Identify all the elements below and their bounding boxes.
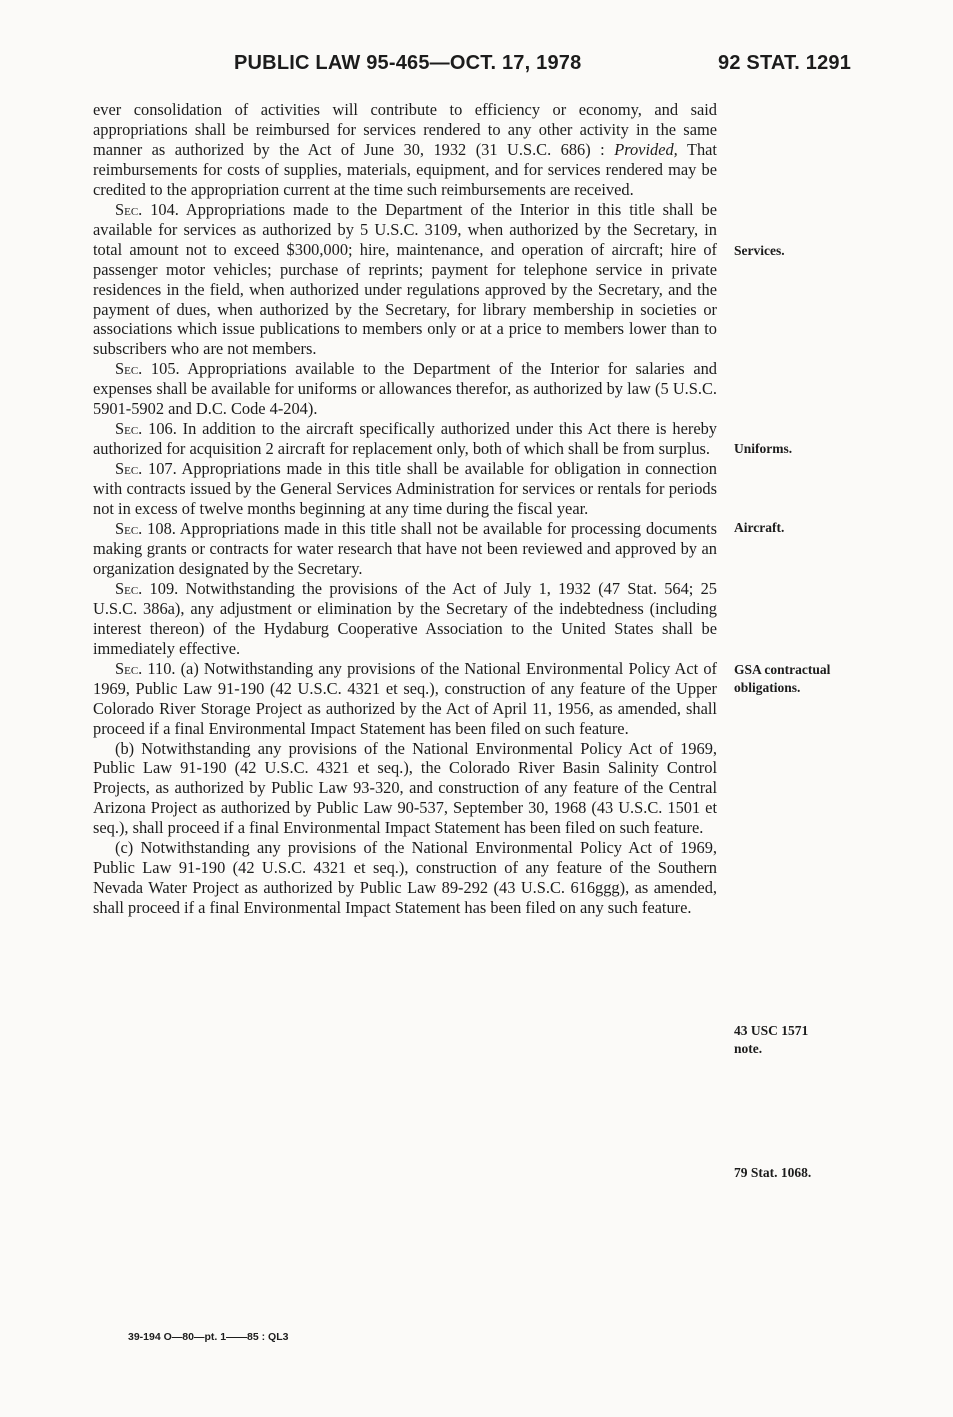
margin-note-gsa: GSA contractual obligations. xyxy=(734,662,831,695)
paragraph-continued: ever consolidation of activities will contribute to efficiency or economy, and said appropriations shall be reimbursed for services rendered to any other activity in the same manner as authorized by the Act of June 30, 1932 (31 U.S.C. 686) : Provided, That reimbursements for costs of supplies, materials, equipment, and for services rendered may be credited to the appropriation current at the time such reimbursements are received. xyxy=(93,100,717,199)
section-110-a: Sec. 110. (a) Notwithstanding any provisions of the National Environmental Policy Act of 1969, Public Law 91-190 (42 U.S.C. 4321 et seq.), construction of any feature of the Upper Colorado River Storage Project as authorized by the Act of April 11, 1956, as amended, shall proceed if a final Environmental Impact Statement has been filed on such feature. xyxy=(93,658,717,738)
section-105: Sec. 105. Appropriations available to the Department of the Interior for salaries and expenses shall be available for uniforms or allowances therefor, as authorized by law (5 U.S.C. 5901-5902 and D.C. Code 4-204). xyxy=(93,359,717,419)
margin-note-79-stat: 79 Stat. 1068. xyxy=(734,1165,812,1180)
margin-note-43-usc: 43 USC 1571 note. xyxy=(734,1023,809,1056)
running-header-stat: 92 STAT. 1291 xyxy=(718,52,852,74)
margin-note-aircraft: Aircraft. xyxy=(734,520,785,535)
margin-note-services: Services. xyxy=(734,243,785,258)
section-109: Sec. 109. Notwithstanding the provisions of the Act of July 1, 1932 (47 Stat. 564; 25 U.S.C. 386a), any adjustment or elimination by the Secretary of the indebtedness (including interest thereon) of the Hydaburg Cooperative Association to the United States shall be immediately effective. xyxy=(93,578,717,658)
section-107: Sec. 107. Appropriations made in this title shall be available for obligation in connection with contracts issued by the General Services Administration for services or rentals for periods not in excess of twelve months beginning at any time during the fiscal year. xyxy=(93,459,717,519)
section-106: Sec. 106. In addition to the aircraft specifically authorized under this Act there is hereby authorized for acquisition 2 aircraft for replacement only, both of which shall be from surplus. xyxy=(93,419,717,459)
margin-note-uniforms: Uniforms. xyxy=(734,441,793,456)
body-text xyxy=(93,100,717,918)
section-104: Sec. 104. Appropriations made to the Department of the Interior in this title shall be available for services as authorized by 5 U.S.C. 3109, when authorized by the Secretary, in total amount not to exceed $300,000; hire, maintenance, and operation of aircraft; hire of passenger motor vehicles; purchase of reprints; payment for telephone service in private residences in the field, when authorized under regulations approved by the Secretary, and the payment of dues, when authorized by the Secretary, for library membership in societies or associations which issue publications to members only or at a price to members lower than to subscribers who are not members. xyxy=(93,199,717,359)
running-header-title: PUBLIC LAW 95-465—OCT. 17, 1978 xyxy=(234,52,582,74)
section-108: Sec. 108. Appropriations made in this title shall not be available for processing documents making grants or contracts for water research that have not been reviewed and approved by an organization designated by the Secretary. xyxy=(93,519,717,578)
section-110-b: (b) Notwithstanding any provisions of the National Environmental Policy Act of 1969, Public Law 91-190 (42 U.S.C. 4321 et seq.), the Colorado River Basin Salinity Control Projects, as authorized by Public Law 93-320, and construction of any feature of the Central Arizona Project as authorized by Public Law 90-537, September 30, 1968 (43 U.S.C. 1501 et seq.), shall proceed if a final Environmental Impact Statement has been filed on such feature. xyxy=(93,738,717,838)
provided-italic: Provided, xyxy=(614,139,678,159)
print-footer: 39-194 O—80—pt. 1——85 : QL3 xyxy=(128,1331,289,1343)
section-110-c: (c) Notwithstanding any provisions of the National Environmental Policy Act of 1969, Public Law 91-190 (42 U.S.C. 4321 et seq.), construction of any feature of the Southern Nevada Water Project as authorized by Public Law 89-292 (43 U.S.C. 616ggg), as amended, shall proceed if a final Environmental Impact Statement has been filed on any such feature. xyxy=(93,838,717,918)
